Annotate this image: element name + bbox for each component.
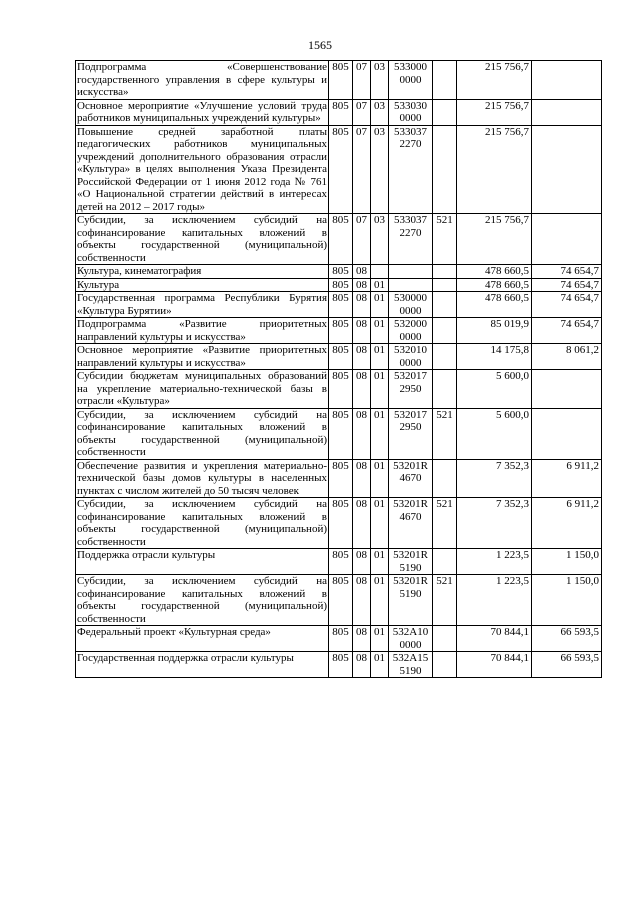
expense-type-cell <box>433 99 457 125</box>
subsection-code-cell: 01 <box>371 626 389 652</box>
section-code-cell: 08 <box>353 549 371 575</box>
item-name-cell: Субсидии, за исключением субсидий на софинансирование капитальных вложений в объекты государственной (муниципальной) собственности <box>77 575 327 625</box>
admin-code-cell: 805 <box>329 459 353 498</box>
item-name-cell: Государственная программа Республики Бурятия «Культура Бурятии» <box>77 292 327 317</box>
amount-cell: 7 352,3 <box>457 498 532 549</box>
amount-cell: 478 660,5 <box>457 292 532 318</box>
amount-cell: 215 756,7 <box>457 99 532 125</box>
subsection-code-cell: 03 <box>371 125 389 214</box>
amount-cell: 5 600,0 <box>457 408 532 459</box>
amount-cell: 215 756,7 <box>457 125 532 214</box>
expense-type-cell <box>433 278 457 292</box>
subsection-code-cell: 01 <box>371 370 389 409</box>
admin-code-cell: 805 <box>329 61 353 100</box>
section-code-cell: 08 <box>353 575 371 626</box>
target-code-cell: 533030 0000 <box>389 99 433 125</box>
subsection-code-cell: 01 <box>371 459 389 498</box>
amount-cell: 5 600,0 <box>457 370 532 409</box>
target-code-cell: 532000 0000 <box>389 318 433 344</box>
table-row <box>76 370 602 409</box>
expense-type-cell <box>433 652 457 678</box>
table-row <box>76 61 602 100</box>
expense-type-cell <box>433 626 457 652</box>
budget-table <box>75 60 602 678</box>
subsection-code-cell <box>371 265 389 279</box>
subsection-code-cell: 01 <box>371 344 389 370</box>
federal-amount-cell: 74 654,7 <box>532 278 602 292</box>
section-code-cell: 08 <box>353 344 371 370</box>
federal-amount-cell <box>532 99 602 125</box>
subsection-code-cell: 01 <box>371 278 389 292</box>
table-row <box>76 652 602 678</box>
table-row <box>76 318 602 344</box>
section-code-cell: 07 <box>353 125 371 214</box>
expense-type-cell <box>433 344 457 370</box>
target-code-cell: 532010 0000 <box>389 344 433 370</box>
federal-amount-cell: 74 654,7 <box>532 318 602 344</box>
section-code-cell: 08 <box>353 318 371 344</box>
federal-amount-cell: 6 911,2 <box>532 498 602 549</box>
expense-type-cell: 521 <box>433 575 457 626</box>
expense-type-cell: 521 <box>433 214 457 265</box>
target-code-cell: 532A15 5190 <box>389 652 433 678</box>
amount-cell: 478 660,5 <box>457 265 532 279</box>
federal-amount-cell: 66 593,5 <box>532 626 602 652</box>
table-body <box>76 61 602 678</box>
federal-amount-cell: 66 593,5 <box>532 652 602 678</box>
subsection-code-cell: 01 <box>371 318 389 344</box>
subsection-code-cell: 01 <box>371 652 389 678</box>
federal-amount-cell <box>532 61 602 100</box>
item-name-cell: Субсидии, за исключением субсидий на софинансирование капитальных вложений в объекты государственной (муниципальной) собственности <box>77 408 327 458</box>
admin-code-cell: 805 <box>329 652 353 678</box>
federal-amount-cell: 8 061,2 <box>532 344 602 370</box>
admin-code-cell: 805 <box>329 370 353 409</box>
section-code-cell: 08 <box>353 370 371 409</box>
admin-code-cell: 805 <box>329 408 353 459</box>
expense-type-cell <box>433 265 457 279</box>
section-code-cell: 08 <box>353 292 371 318</box>
table-row <box>76 265 602 279</box>
subsection-code-cell: 03 <box>371 61 389 100</box>
subsection-code-cell: 01 <box>371 549 389 575</box>
admin-code-cell: 805 <box>329 344 353 370</box>
federal-amount-cell: 1 150,0 <box>532 549 602 575</box>
amount-cell: 85 019,9 <box>457 318 532 344</box>
subsection-code-cell: 03 <box>371 214 389 265</box>
expense-type-cell <box>433 318 457 344</box>
target-code-cell: 53201R 4670 <box>389 459 433 498</box>
item-name-cell: Государственная поддержка отрасли культуры <box>76 652 329 678</box>
amount-cell: 215 756,7 <box>457 61 532 100</box>
section-code-cell: 08 <box>353 626 371 652</box>
target-code-cell <box>389 265 433 279</box>
target-code-cell: 532A10 0000 <box>389 626 433 652</box>
admin-code-cell: 805 <box>329 549 353 575</box>
expense-type-cell <box>433 61 457 100</box>
admin-code-cell: 805 <box>329 626 353 652</box>
table-row <box>76 344 602 370</box>
target-code-cell: 533037 2270 <box>389 214 433 265</box>
expense-type-cell: 521 <box>433 498 457 549</box>
admin-code-cell: 805 <box>329 99 353 125</box>
item-name-cell: Подпрограмма «Развитие приоритетных направлений культуры и искусства» <box>77 318 327 343</box>
item-name-cell: Повышение средней заработной платы педагогических работников муниципальных учреждений дополнительного образования отрасли «Культура» в целях выполнения Указа Президента Российской Федерации от 1 июня 2012 года № 761 «О Национальной стратегии действий в интересах детей на 2012 – 2017 годы» <box>77 125 327 213</box>
federal-amount-cell <box>532 125 602 214</box>
target-code-cell: 533037 2270 <box>389 125 433 214</box>
federal-amount-cell: 1 150,0 <box>532 575 602 626</box>
item-name-cell: Культура <box>76 278 329 292</box>
section-code-cell: 08 <box>353 278 371 292</box>
table-row <box>76 214 602 265</box>
target-code-cell: 533000 0000 <box>389 61 433 100</box>
amount-cell: 14 175,8 <box>457 344 532 370</box>
subsection-code-cell: 01 <box>371 575 389 626</box>
item-name-cell: Поддержка отрасли культуры <box>76 549 329 575</box>
target-code-cell: 53201R 4670 <box>389 498 433 549</box>
item-name-cell: Субсидии, за исключением субсидий на софинансирование капитальных вложений в объекты государственной (муниципальной) собственности <box>77 214 327 264</box>
target-code-cell: 532017 2950 <box>389 370 433 409</box>
admin-code-cell: 805 <box>329 318 353 344</box>
amount-cell: 1 223,5 <box>457 549 532 575</box>
item-name-cell: Основное мероприятие «Улучшение условий труда работников муниципальных учреждений культуры» <box>77 99 327 124</box>
admin-code-cell: 805 <box>329 575 353 626</box>
table-row <box>76 626 602 652</box>
expense-type-cell <box>433 549 457 575</box>
table-row <box>76 549 602 575</box>
section-code-cell: 08 <box>353 498 371 549</box>
section-code-cell: 08 <box>353 408 371 459</box>
target-code-cell: 530000 0000 <box>389 292 433 318</box>
item-name-cell: Основное мероприятие «Развитие приоритетных направлений культуры и искусства» <box>77 344 327 369</box>
table-row <box>76 459 602 498</box>
federal-amount-cell <box>532 408 602 459</box>
table-row <box>76 99 602 125</box>
amount-cell: 215 756,7 <box>457 214 532 265</box>
item-name-cell: Культура, кинематография <box>76 265 329 279</box>
federal-amount-cell: 74 654,7 <box>532 265 602 279</box>
item-name-cell: Субсидии бюджетам муниципальных образований на укрепление материально-технической базы в отрасли «Культура» <box>77 370 327 407</box>
target-code-cell: 53201R 5190 <box>389 575 433 626</box>
subsection-code-cell: 01 <box>371 408 389 459</box>
section-code-cell: 08 <box>353 459 371 498</box>
amount-cell: 70 844,1 <box>457 626 532 652</box>
table-row <box>76 125 602 214</box>
target-code-cell: 53201R 5190 <box>389 549 433 575</box>
target-code-cell: 532017 2950 <box>389 408 433 459</box>
subsection-code-cell: 01 <box>371 292 389 318</box>
table-row <box>76 575 602 626</box>
section-code-cell: 08 <box>353 652 371 678</box>
admin-code-cell: 805 <box>329 292 353 318</box>
admin-code-cell: 805 <box>329 498 353 549</box>
federal-amount-cell <box>532 214 602 265</box>
subsection-code-cell: 01 <box>371 498 389 549</box>
table-row <box>76 408 602 459</box>
amount-cell: 1 223,5 <box>457 575 532 626</box>
expense-type-cell <box>433 459 457 498</box>
item-name-cell: Подпрограмма «Совершенствование государственного управления в сфере культуры и искусства» <box>77 61 327 98</box>
admin-code-cell: 805 <box>329 125 353 214</box>
target-code-cell <box>389 278 433 292</box>
federal-amount-cell: 74 654,7 <box>532 292 602 318</box>
section-code-cell: 07 <box>353 99 371 125</box>
amount-cell: 478 660,5 <box>457 278 532 292</box>
item-name-cell: Субсидии, за исключением субсидий на софинансирование капитальных вложений в объекты государственной (муниципальной) собственности <box>77 498 327 548</box>
section-code-cell: 07 <box>353 61 371 100</box>
amount-cell: 7 352,3 <box>457 459 532 498</box>
amount-cell: 70 844,1 <box>457 652 532 678</box>
subsection-code-cell: 03 <box>371 99 389 125</box>
federal-amount-cell: 6 911,2 <box>532 459 602 498</box>
item-name-cell: Федеральный проект «Культурная среда» <box>76 626 329 652</box>
item-name-cell: Обеспечение развития и укрепления материально-технической базы домов культуры в населенных пунктах с числом жителей до 50 тысяч человек <box>77 459 327 497</box>
section-code-cell: 08 <box>353 265 371 279</box>
federal-amount-cell <box>532 370 602 409</box>
section-code-cell: 07 <box>353 214 371 265</box>
expense-type-cell: 521 <box>433 408 457 459</box>
table-row <box>76 278 602 292</box>
table-row <box>76 498 602 549</box>
admin-code-cell: 805 <box>329 265 353 279</box>
page-number: 1565 <box>308 38 332 52</box>
expense-type-cell <box>433 125 457 214</box>
expense-type-cell <box>433 370 457 409</box>
table-row <box>76 292 602 318</box>
admin-code-cell: 805 <box>329 278 353 292</box>
expense-type-cell <box>433 292 457 318</box>
admin-code-cell: 805 <box>329 214 353 265</box>
